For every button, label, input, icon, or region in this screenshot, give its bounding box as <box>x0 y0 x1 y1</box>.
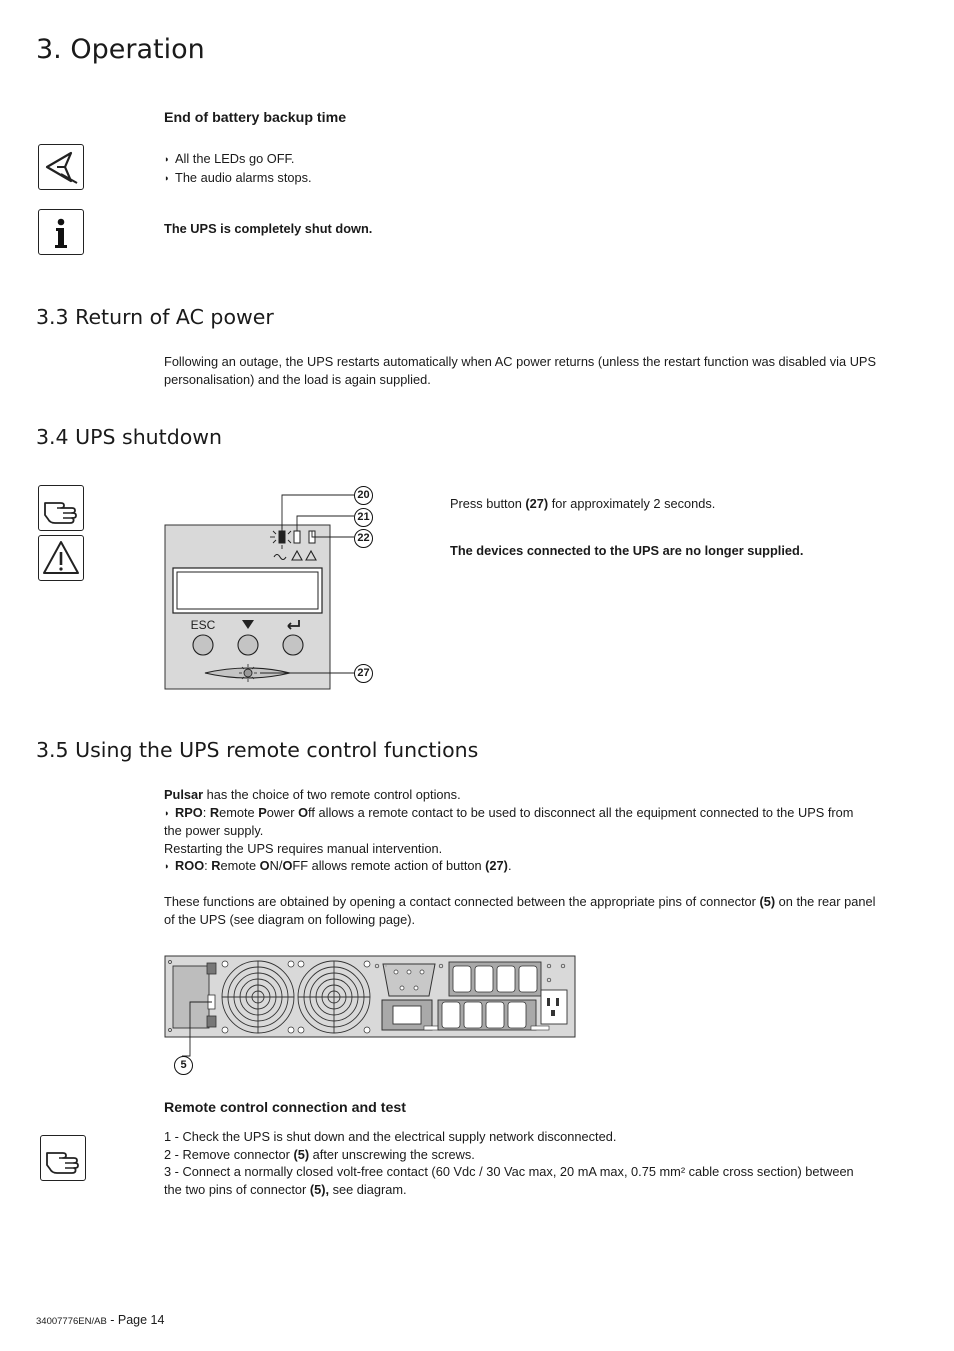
fan-right-icon <box>298 961 370 1033</box>
ups-rear-panel-diagram <box>160 952 580 1077</box>
esc-label: ESC <box>190 618 216 632</box>
list-item: 2 - Remove connector (5) after unscrewing the screws. <box>164 1146 475 1162</box>
end-of-backup-heading: End of battery backup time <box>164 110 347 126</box>
list-item: 3 - Connect a normally closed volt-free contact (60 Vdc / 30 Vac max, 20 mA max, 0.75 mm² cable cross section) between <box>164 1164 854 1179</box>
connection-test-heading: Remote control connection and test <box>164 1100 406 1116</box>
enter-button[interactable] <box>283 635 303 655</box>
return-ac-paragraph: Following an outage, the UPS restarts automatically when AC power returns (unless the restart function was disabled via UPS personalisation) and the load is again supplied. <box>164 354 877 387</box>
callout-5: 5 <box>174 1056 193 1075</box>
devices-not-supplied-warning: The devices connected to the UPS are no longer supplied. <box>450 543 804 558</box>
page-footer: 34007776EN/AB - Page 14 <box>36 1313 165 1327</box>
end-of-backup-bullets <box>164 150 312 187</box>
info-icon <box>38 209 84 255</box>
lcd-display <box>173 568 322 613</box>
pointing-hand-icon <box>38 485 84 531</box>
speaker-mute-icon <box>38 144 84 190</box>
bullet-icon: ◗ <box>164 861 170 871</box>
connection-steps <box>164 1128 884 1198</box>
serial-port <box>383 964 435 996</box>
warning-triangle-icon <box>38 535 84 581</box>
list-item: the two pins of connector (5), see diagram. <box>164 1181 407 1197</box>
led-ac-icon <box>279 531 285 543</box>
led-battery-icon <box>294 531 300 543</box>
section-heading-remote-control: 3.5 Using the UPS remote control functions <box>36 738 479 762</box>
remote-options-paragraph: Pulsar has the choice of two remote control options. ◗ RPO: Remote Power Off allows a remote contact to be used to disconnect all the equipment connected to the UPS from the power supply. Restarting the UPS requires manual intervention. ◗ ROO: Remote ON/OFF allows remote action of button (27). These functions are obtained by opening a contact connected between the appropriate pins of connector (5) on the rear panel of the UPS (see diagram on following page). <box>164 787 876 927</box>
callout-22: 22 <box>354 529 373 548</box>
shutdown-note: The UPS is completely shut down. <box>164 221 373 236</box>
ups-front-panel-diagram <box>160 484 380 694</box>
callout-27: 27 <box>354 664 373 683</box>
list-item: 1 - Check the UPS is shut down and the electrical supply network disconnected. <box>164 1129 617 1144</box>
esc-button[interactable] <box>193 635 213 655</box>
fan-left-icon <box>222 961 294 1033</box>
callout-20: 20 <box>354 486 373 505</box>
section-heading-ups-shutdown: 3.4 UPS shutdown <box>36 425 223 449</box>
bullet-icon: ◗ <box>164 172 170 183</box>
press-button-instruction: Press button (27) for approximately 2 seconds. <box>450 496 716 511</box>
page-title: 3. Operation <box>36 34 205 65</box>
pointing-hand-icon <box>40 1135 86 1181</box>
down-button[interactable] <box>238 635 258 655</box>
section-heading-return-ac: 3.3 Return of AC power <box>36 305 274 329</box>
callout-21: 21 <box>354 508 373 527</box>
bullet-icon: ◗ <box>164 807 170 818</box>
bullet-icon: ◗ <box>164 154 170 164</box>
list-item: ◗ The audio alarms stops. <box>164 169 312 188</box>
mains-inlet <box>541 990 567 1024</box>
list-item: ◗ All the LEDs go OFF. <box>164 150 312 169</box>
